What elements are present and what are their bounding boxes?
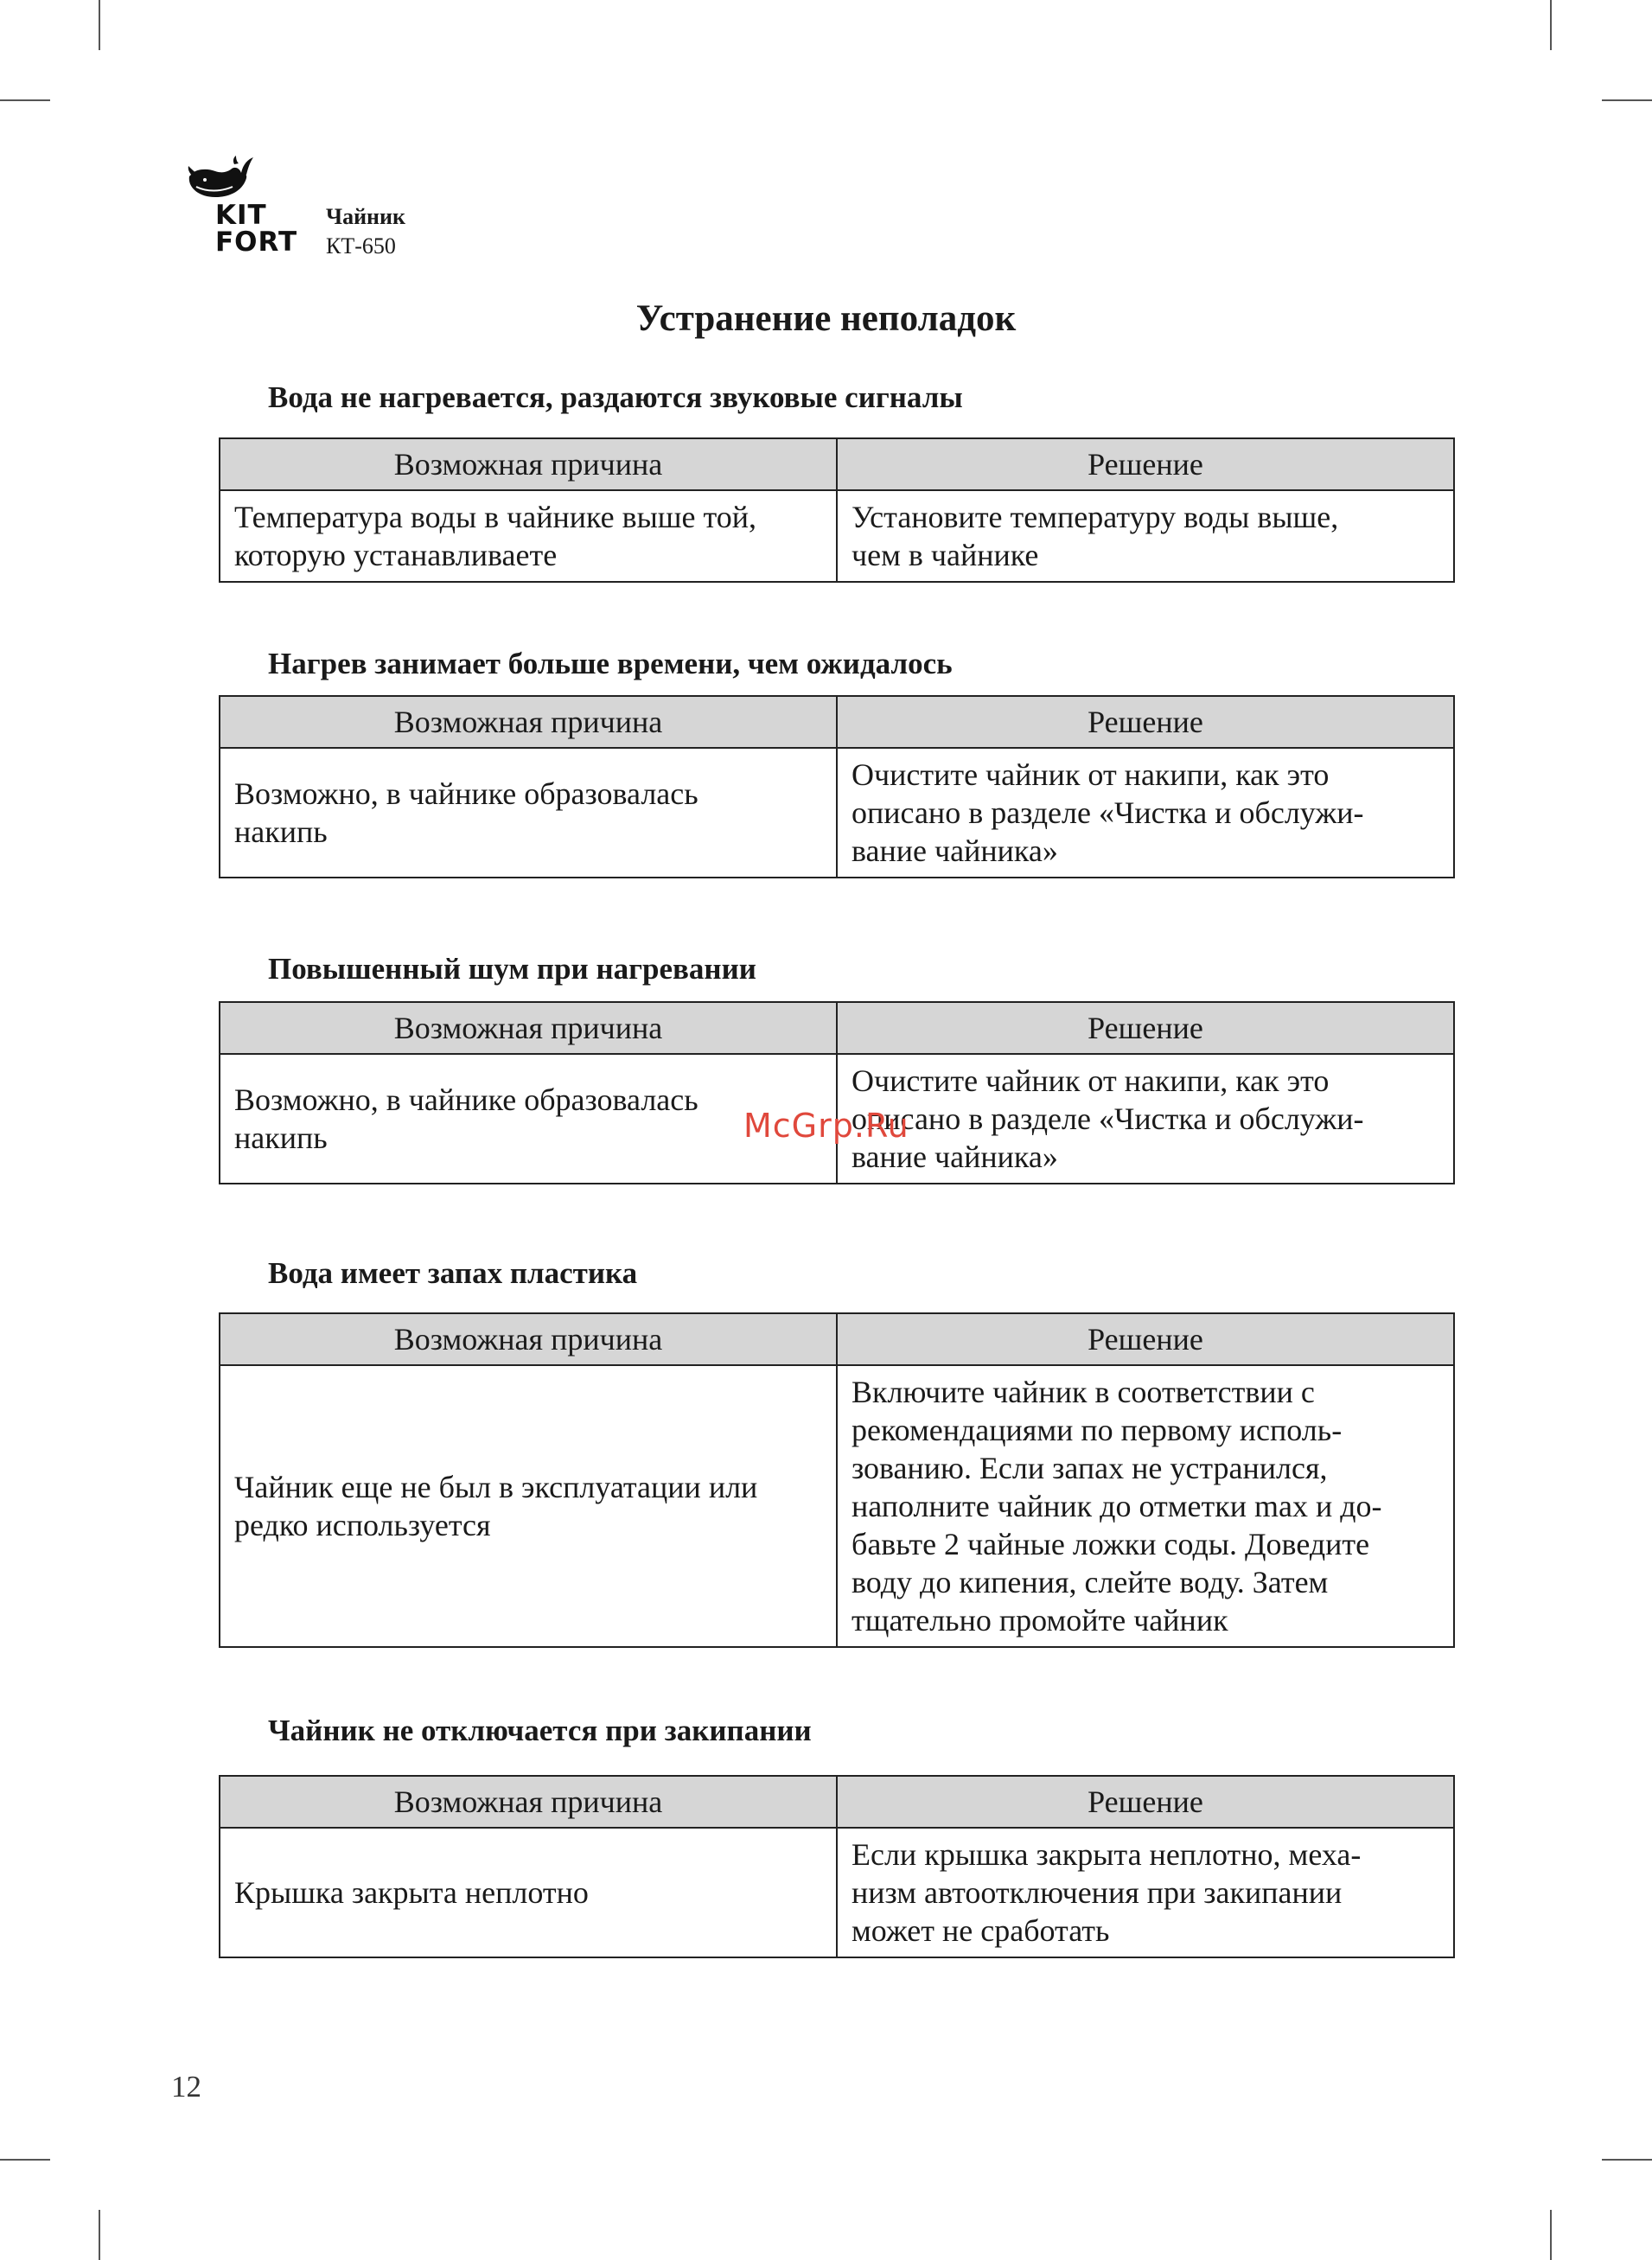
troubleshooting-table [219, 437, 1455, 583]
cause-cell [220, 490, 837, 582]
section-title: Нагрев занимает больше времени, чем ожидалось [268, 647, 953, 680]
solution-text: может не сработать [852, 1913, 1110, 1948]
header-solution: Решение [837, 1313, 1454, 1365]
cause-cell [220, 1828, 837, 1957]
solution-text: описано в разделе «Чистка и обслужи- [852, 1101, 1364, 1136]
cause-cell [220, 1365, 837, 1647]
crop-mark [0, 99, 50, 101]
page-title: Устранение неполадок [635, 298, 1017, 339]
brand-name-line2: FORT [215, 227, 298, 258]
header-cause: Возможная причина [220, 1002, 837, 1054]
watermark: McGrp.Ru [743, 1107, 909, 1145]
troubleshooting-table [219, 1312, 1455, 1648]
product-label [326, 202, 405, 261]
section-title: Вода имеет запах пластика [268, 1256, 638, 1290]
crop-mark [0, 2159, 50, 2161]
crop-mark [1602, 99, 1652, 101]
cause-text: редко используется [234, 1508, 491, 1542]
crop-mark [1602, 2159, 1652, 2161]
solution-text: вание чайника» [852, 833, 1058, 868]
header-solution: Решение [837, 438, 1454, 490]
solution-cell [837, 1365, 1454, 1647]
solution-cell [837, 490, 1454, 582]
header-cause: Возможная причина [220, 1313, 837, 1365]
solution-text: зованию. Если запах не устранился, [852, 1451, 1328, 1485]
cause-text: Возможно, в чайнике образовалась [234, 1082, 698, 1117]
solution-text: тщательно промойте чайник [852, 1603, 1228, 1638]
crop-mark [99, 0, 100, 50]
solution-text: Очистите чайник от накипи, как это [852, 1063, 1330, 1098]
solution-cell [837, 1054, 1454, 1184]
crop-mark [1550, 2210, 1552, 2260]
cause-text: накипь [234, 1120, 328, 1155]
troubleshooting-table [219, 1775, 1455, 1958]
cause-text: которую устанавливаете [234, 538, 558, 572]
page-number: 12 [171, 2070, 201, 2104]
header-cause: Возможная причина [220, 696, 837, 748]
troubleshooting-table [219, 695, 1455, 878]
cause-text: Крышка закрыта неплотно [234, 1875, 589, 1910]
crop-mark [99, 2210, 100, 2260]
solution-text: Включите чайник в соответствии с [852, 1375, 1315, 1409]
solution-text: бавьте 2 чайные ложки соды. Доведите [852, 1527, 1370, 1561]
section-title: Повышенный шум при нагревании [268, 952, 756, 986]
section-title: Чайник не отключается при закипании [268, 1714, 812, 1747]
header-solution: Решение [837, 696, 1454, 748]
solution-cell [837, 1828, 1454, 1957]
solution-text: вание чайника» [852, 1140, 1058, 1174]
solution-text: Очистите чайник от накипи, как это [852, 757, 1330, 792]
solution-text: Если крышка закрыта неплотно, меха- [852, 1837, 1362, 1872]
cause-text: Чайник еще не был в эксплуатации или [234, 1470, 758, 1504]
solution-text: рекомендациями по первому исполь- [852, 1413, 1343, 1447]
header-cause: Возможная причина [220, 1776, 837, 1828]
solution-text: низм автоотключения при закипании [852, 1875, 1343, 1910]
cause-cell [220, 748, 837, 878]
brand-name-line1: KIT [215, 200, 267, 231]
whale-icon [186, 154, 255, 206]
brand-logo [186, 154, 298, 266]
solution-text: воду до кипения, слейте воду. Затем [852, 1565, 1329, 1599]
product-name: Чайник [326, 204, 406, 229]
header-solution: Решение [837, 1002, 1454, 1054]
solution-text: описано в разделе «Чистка и обслужи- [852, 795, 1364, 830]
solution-cell [837, 748, 1454, 878]
cause-text: Возможно, в чайнике образовалась [234, 776, 698, 811]
section-title: Вода не нагревается, раздаются звуковые сигналы [268, 380, 963, 414]
solution-text: Установите температуру воды выше, [852, 500, 1339, 534]
cause-text: накипь [234, 814, 328, 849]
cause-text: Температура воды в чайнике выше той, [234, 500, 756, 534]
crop-mark [1550, 0, 1552, 50]
solution-text: чем в чайнике [852, 538, 1039, 572]
product-model: КТ-650 [326, 233, 396, 259]
header-solution: Решение [837, 1776, 1454, 1828]
solution-text: наполните чайник до отметки max и до- [852, 1489, 1382, 1523]
header-cause: Возможная причина [220, 438, 837, 490]
troubleshooting-table [219, 1001, 1455, 1184]
